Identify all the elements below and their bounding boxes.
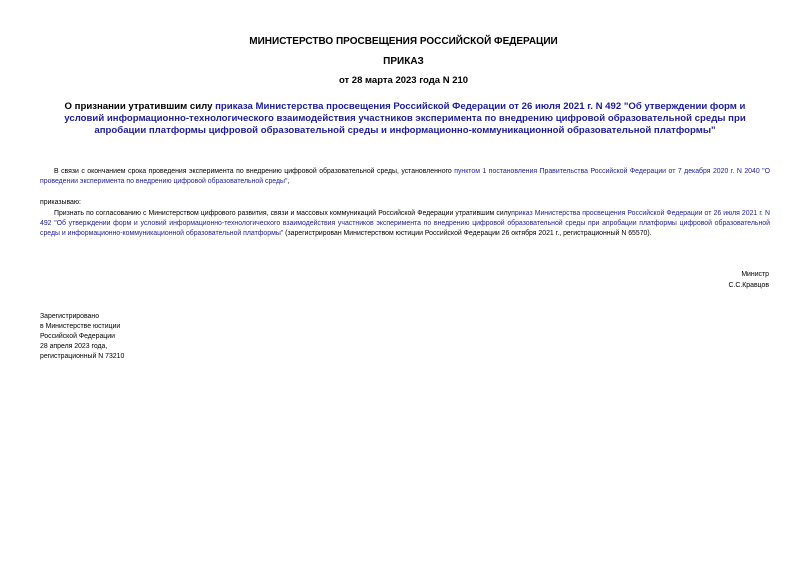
paragraph-decision	[40, 209, 770, 239]
signature-position: Министр	[741, 271, 769, 278]
registration-line: Российской Федерации	[40, 333, 115, 340]
p1-end: ,	[287, 178, 290, 185]
order-label: ПРИКАЗ	[383, 56, 424, 67]
p3-end: (зарегистрирован Министерством юстиции Российской Федерации 26 октября 2021 г., регистрационный N 65570).	[283, 230, 652, 237]
registration-line: регистрационный N 73210	[40, 353, 125, 360]
order-date: от 28 марта 2023 года N 210	[338, 75, 469, 86]
registration-line: Зарегистрировано	[40, 313, 100, 320]
registration-line: 28 апреля 2023 года,	[40, 343, 108, 350]
title-prefix: О признании утратившим силу	[64, 101, 216, 112]
p1-text: В связи с окончанием срока проведения эксперимента по внедрению цифровой образовательной среды, установленного	[54, 168, 455, 175]
ministry-name: МИНИСТЕРСТВО ПРОСВЕЩЕНИЯ РОССИЙСКОЙ ФЕДЕРАЦИИ	[249, 36, 558, 47]
registration-line: в Министерстве юстиции	[40, 323, 121, 330]
p3-link-order[interactable]: приказ Министерства просвещения Российской Федерации от 26 июля 2021 г. N 492 "Об утверждении форм и условий информационно-технологического взаимодействия участников эксперимента по внедрению цифровой образовательной среды при апробации платформы цифровой образовательной среды и информационно-коммуникационной образовательной платформы"	[40, 210, 770, 237]
paragraph-order: приказываю:	[40, 199, 81, 206]
p1-link-decree[interactable]: пунктом 1 постановления Правительства Российской Федерации от 7 декабря 2020 г. N 2040	[454, 168, 760, 175]
paragraph-basis	[40, 167, 770, 187]
signature-name: С.С.Кравцов	[728, 282, 769, 289]
p1-link-title[interactable]: "О проведении эксперимента по внедрению цифровой образовательной среды"	[40, 168, 770, 185]
document-title	[60, 101, 750, 137]
p3-text: Признать по согласованию с Министерством цифрового развития, связи и массовых коммуникаций Российской Федерации утратившим силу	[54, 210, 512, 217]
title-link[interactable]: приказа Министерства просвещения Российской Федерации от 26 июля 2021 г. N 492 "Об утверждении форм и условий информационно-технологического взаимодействия участников эксперимента по внедрению цифровой образовательной среды при апробации платформы цифровой образовательной среды и информационно-коммуникационной образовательной платформы"	[64, 101, 746, 136]
registration-block	[40, 312, 124, 362]
